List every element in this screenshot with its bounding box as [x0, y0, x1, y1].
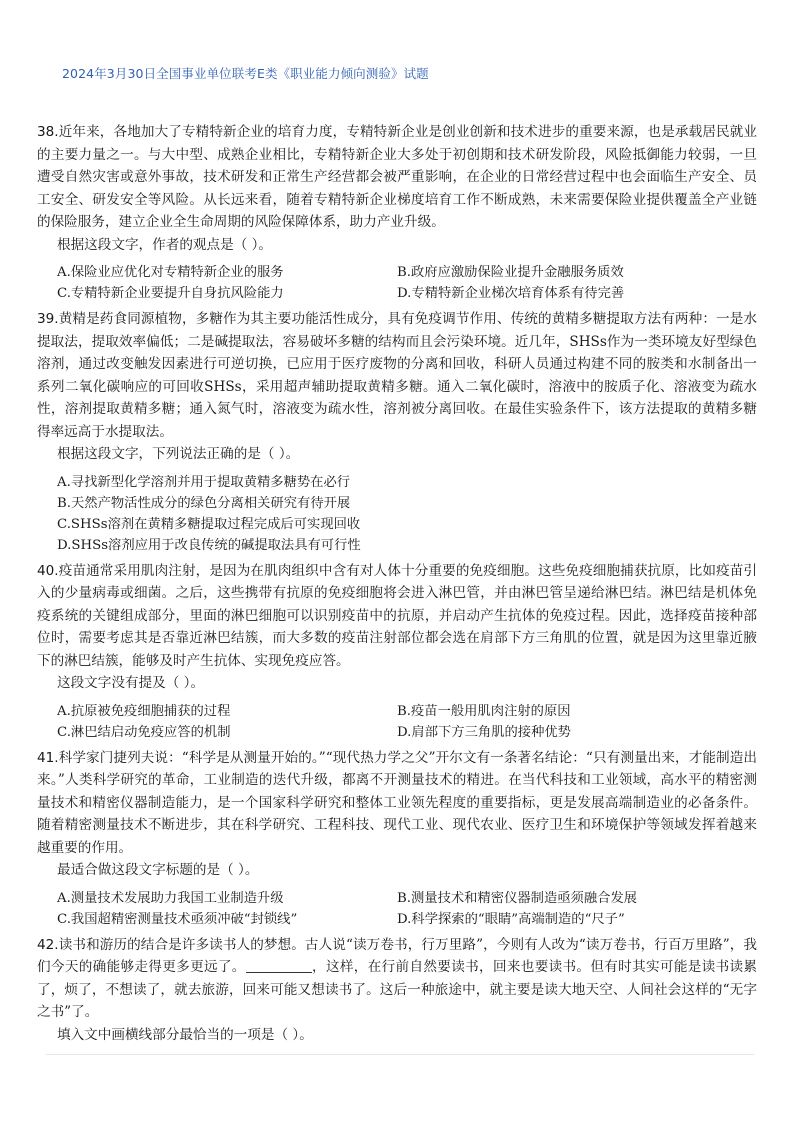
footer-divider: [46, 1054, 754, 1055]
option-a[interactable]: A.保险业应优化对专精特新企业的服务: [57, 265, 284, 280]
question-39: [37, 308, 757, 556]
option-c[interactable]: C.SHSs溶剂在黄精多糖提取过程完成后可实现回收: [57, 516, 361, 532]
option-b[interactable]: B.测量技术和精密仪器制造亟须融合发展: [397, 890, 638, 906]
option-c[interactable]: C.我国超精密测量技术亟须冲破“封锁线”: [57, 911, 298, 927]
question-stem: [37, 121, 757, 234]
question-41: [37, 747, 757, 930]
option-b[interactable]: B.天然产物活性成分的绿色分离相关研究有待开展: [57, 495, 351, 511]
question-stem: [37, 308, 757, 443]
question-text: 科学家门捷列夫说：“科学是从测量开始的。”“现代热力学之父”开尔文有一条著名结论：“只有测量出来，才能制造出来。”人类科学研究的革命，工业制造的迭代升级，都离不开测量技术的精进。在当代科技和工业领域，高水平的精密测量技术和精密仪器制造能力，是一个国家科学研究和整体工业领先程度的重要指标，更是发展高端制造业的必备条件。随着精密测量技术不断进步，其在科学研究、工程科技、现代工业、现代农业、医疗卫生和环境保护等领域发挥着越来越重要的作用。: [37, 749, 757, 856]
fill-in-blank: [246, 958, 312, 973]
option-a[interactable]: A.寻找新型化学溶剂并用于提取黄精多糖势在必行: [57, 474, 351, 490]
question-prompt: 填入文中画横线部分最恰当的一项是（ ）。: [57, 1026, 313, 1043]
question-stem: [37, 747, 757, 860]
options-list: [37, 262, 757, 304]
options-list: [37, 888, 757, 930]
option-d[interactable]: D.肩部下方三角肌的接种优势: [397, 724, 571, 740]
question-text: 黄精是药食同源植物，多糖作为其主要功能活性成分，具有免疫调节作用、传统的黄精多糖提取方法有两种：一是水提取法，提取效率偏低；二是碱提取法，容易破坏多糖的结构而且会污染环境。近几年，SHSs作为一类环境友好型绿色溶剂，通过改变触发因素进行可逆切换，已应用于医疗废物的分离和回收，科研人员通过构建不同的胺类和水制备出一系列二氧化碳响应的可回收SHSs，采用超声辅助提取黄精多糖。通入二氧化碳时，溶液中的胺质子化、溶液变为疏水性，溶剂提取黄精多糖；通入氮气时，溶液变为疏水性，溶剂被分离回收。在最佳实验条件下，该方法提取的黄精多糖得率远高于水提取法。: [37, 311, 757, 440]
question-number: 40.: [37, 562, 59, 579]
options-list: [37, 701, 757, 743]
option-d[interactable]: D.SHSs溶剂应用于改良传统的碱提取法具有可行性: [57, 537, 361, 553]
question-prompt: 最适合做这段文字标题的是（ ）。: [57, 862, 259, 878]
option-b[interactable]: B.疫苗一般用肌肉注射的原因: [397, 703, 571, 719]
option-c[interactable]: C.淋巴结启动免疫应答的机制: [57, 724, 231, 740]
question-text: 近年来，各地加大了专精特新企业的培育力度，专精特新企业是创业创新和技术进步的重要来源，也是承载居民就业的主要力量之一。与大中型、成熟企业相比，专精特新企业大多处于初创期和技术研发阶段，风险抵御能力较弱，一旦遭受自然灾害或意外事故，技术研发和正常生产经营都会被严重影响，在企业的日常经营过程中也会面临生产安全、员工安全、研发安全等风险。从长远来看，随着专精特新企业梯度培育工作不断成熟，未来需要保险业提供覆盖全产业链的保险服务，建立企业全生命周期的风险保障体系，助力产业升级。: [37, 124, 757, 230]
page-header-title: 2024年3月30日全国事业单位联考E类《职业能力倾向测验》试题: [62, 66, 429, 81]
question-number: 39.: [37, 311, 59, 327]
question-42: [37, 934, 757, 1047]
question-prompt: 这段文字没有提及（ ）。: [57, 675, 205, 691]
options-list: [37, 472, 757, 556]
option-d[interactable]: D.科学探索的“眼睛”高端制造的“尺子”: [397, 911, 625, 927]
question-stem: [37, 934, 757, 1024]
question-text: 疫苗通常采用肌肉注射，是因为在肌肉组织中含有对人体十分重要的免疫细胞。这些免疫细胞捕获抗原，比如疫苗引入的少量病毒或细菌。之后，这些携带有抗原的免疫细胞将会进入淋巴管，并由淋巴管呈递给淋巴结。淋巴结是机体免疫系统的关键组成部分，里面的淋巴细胞可以识别疫苗中的抗原，并启动产生抗体的免疫过程。因此，选择疫苗接种部位时，需要考虑其是否靠近淋巴结簇，而大多数的疫苗注射部位都会选在肩部下方三角肌的位置，就是因为这里靠近腋下的淋巴结簇，能够及时产生抗体、实现免疫应答。: [37, 562, 757, 669]
question-38: [37, 121, 757, 304]
question-stem: [37, 560, 757, 673]
option-c[interactable]: C.专精特新企业要提升自身抗风险能力: [57, 286, 284, 301]
question-text-part2: ，这样，在行前自然要读书，回来也要读书。但有时其实可能是读书读累了，烦了，不想读了，就去旅游，回来可能又想读书了。这后一种旅途中，就主要是读大地天空、人间社会这样的“无字之书”了。: [37, 959, 758, 1020]
question-prompt: 根据这段文字，下列说法正确的是（ ）。: [57, 446, 300, 462]
option-b[interactable]: B.政府应激励保险业提升金融服务质效: [397, 265, 624, 280]
option-d[interactable]: D.专精特新企业梯次培育体系有待完善: [397, 286, 625, 301]
question-number: 42.: [37, 936, 59, 953]
option-a[interactable]: A.测量技术发展助力我国工业制造升级: [57, 890, 284, 906]
question-list: [37, 121, 757, 1050]
option-a[interactable]: A.抗原被免疫细胞捕获的过程: [57, 703, 231, 719]
question-number: 38.: [37, 124, 59, 140]
question-40: [37, 560, 757, 743]
question-text-part1: 读书和游历的结合是许多读书人的梦想。古人说“读万卷书，行万里路”，今则有人改为“读万卷书，行百万里路”，我们今天的确能够走得更多更远了。: [37, 936, 757, 975]
question-prompt: 根据这段文字，作者的观点是（ ）。: [57, 236, 273, 253]
question-number: 41.: [37, 749, 59, 766]
